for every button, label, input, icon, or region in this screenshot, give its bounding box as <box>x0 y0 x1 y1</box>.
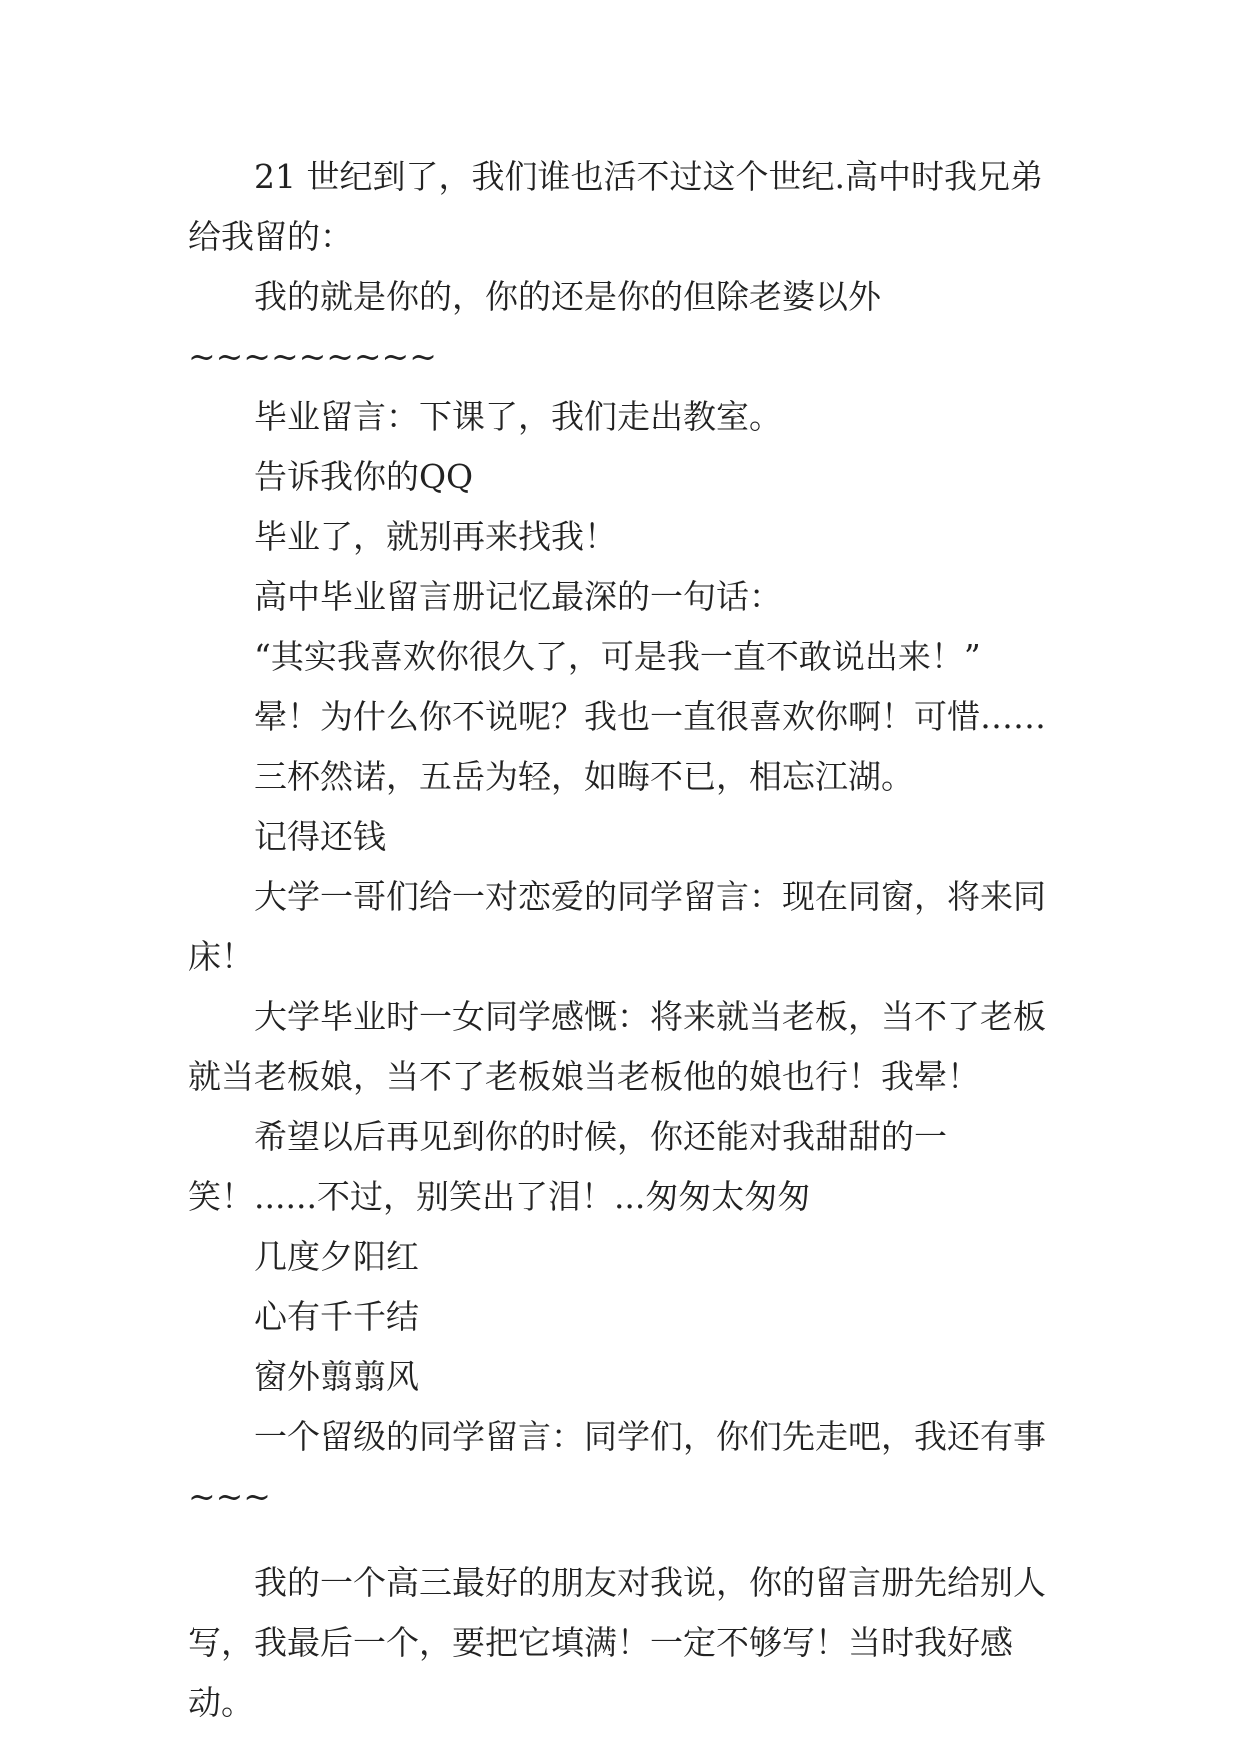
paragraph-5: 毕业了，就别再来找我！ <box>254 517 617 556</box>
paragraph-14: 几度夕阳红 <box>254 1237 419 1276</box>
paragraph-8: 晕！为什么你不说呢？我也一直很喜欢你啊！可惜…… <box>254 697 1046 736</box>
paragraph-4: 告诉我你的QQ <box>254 457 474 496</box>
paragraph-17: 一个留级的同学留言：同学们，你们先走吧，我还有事~~~ <box>188 1417 1046 1516</box>
paragraph-12: 大学毕业时一女同学感慨：将来就当老板，当不了老板就当老板娘，当不了老板娘当老板他的娘也行！我晕！ <box>188 997 1046 1096</box>
paragraph-18: 我的一个高三最好的朋友对我说，你的留言册先给别人写，我最后一个，要把它填满！一定不够写！当时我好感动。 <box>188 1563 1046 1722</box>
paragraph-7: “其实我喜欢你很久了，可是我一直不敢说出来！” <box>254 637 981 676</box>
paragraph-16: 窗外翦翦风 <box>254 1357 419 1396</box>
paragraph-11: 大学一哥们给一对恋爱的同学留言：现在同窗，将来同床！ <box>188 877 1046 976</box>
paragraph-10: 记得还钱 <box>254 817 386 856</box>
paragraph-9: 三杯然诺，五岳为轻，如晦不已，相忘江湖。 <box>254 757 914 796</box>
paragraph-2: 我的就是你的，你的还是你的但除老婆以外~~~~~~~~~ <box>188 277 881 376</box>
paragraph-1: 21 世纪到了，我们谁也活不过这个世纪.高中时我兄弟给我留的： <box>188 157 1043 256</box>
paragraph-13: 希望以后再见到你的时候，你还能对我甜甜的一笑！......不过，别笑出了泪！...匆匆太匆匆 <box>188 1117 947 1216</box>
paragraph-3: 毕业留言：下课了，我们走出教室。 <box>254 397 782 436</box>
paragraph-6: 高中毕业留言册记忆最深的一句话： <box>254 577 782 616</box>
paragraph-15: 心有千千结 <box>254 1297 419 1336</box>
document-body <box>188 147 1048 1733</box>
paragraph-gap <box>188 1527 1048 1553</box>
